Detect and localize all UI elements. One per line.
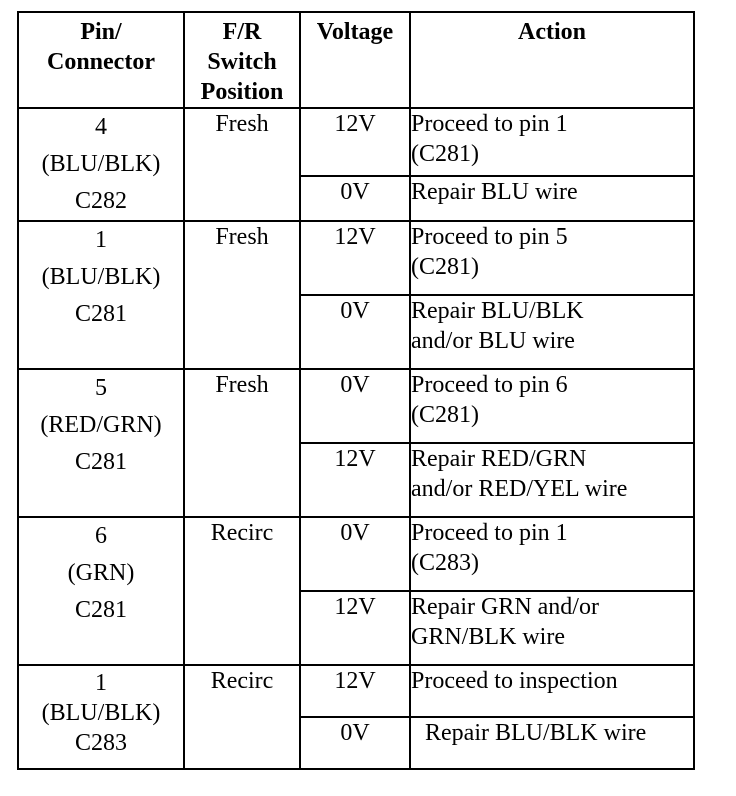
table-row [18,517,694,591]
table-row [18,108,694,176]
action-cell: Proceed to pin 1 (C283) [410,517,694,591]
table-row [18,221,694,295]
switch-position-cell: Fresh [184,369,300,517]
diagnostic-table [17,11,695,770]
table-row [18,369,694,443]
voltage-cell: 0V [300,717,410,769]
action-cell: Repair BLU wire [410,176,694,221]
voltage-cell: 12V [300,443,410,517]
voltage-cell: 0V [300,369,410,443]
action-cell: Proceed to pin 6 (C281) [410,369,694,443]
voltage-cell: 0V [300,517,410,591]
pin-connector-cell: 4 (BLU/BLK) C282 [18,108,184,221]
voltage-cell: 0V [300,295,410,369]
voltage-cell: 12V [300,591,410,665]
header-action: Action [410,12,694,108]
pin-connector-cell: 1 (BLU/BLK) C281 [18,221,184,369]
header-switch-position: F/R Switch Position [184,12,300,108]
action-cell: Repair GRN and/or GRN/BLK wire [410,591,694,665]
action-cell: Proceed to pin 1 (C281) [410,108,694,176]
action-cell: Repair BLU/BLK wire [410,717,694,769]
header-pin-connector: Pin/ Connector [18,12,184,108]
voltage-cell: 12V [300,108,410,176]
pin-connector-cell: 5 (RED/GRN) C281 [18,369,184,517]
action-cell: Repair BLU/BLK and/or BLU wire [410,295,694,369]
voltage-cell: 12V [300,221,410,295]
voltage-cell: 0V [300,176,410,221]
pin-connector-cell: 1 (BLU/BLK) C283 [18,665,184,769]
action-cell: Repair RED/GRN and/or RED/YEL wire [410,443,694,517]
switch-position-cell: Fresh [184,108,300,221]
pin-connector-cell: 6 (GRN) C281 [18,517,184,665]
switch-position-cell: Fresh [184,221,300,369]
switch-position-cell: Recirc [184,517,300,665]
header-voltage: Voltage [300,12,410,108]
switch-position-cell: Recirc [184,665,300,769]
header-row [18,12,694,108]
table-row [18,665,694,717]
action-cell: Proceed to pin 5 (C281) [410,221,694,295]
voltage-cell: 12V [300,665,410,717]
action-cell: Proceed to inspection [410,665,694,717]
